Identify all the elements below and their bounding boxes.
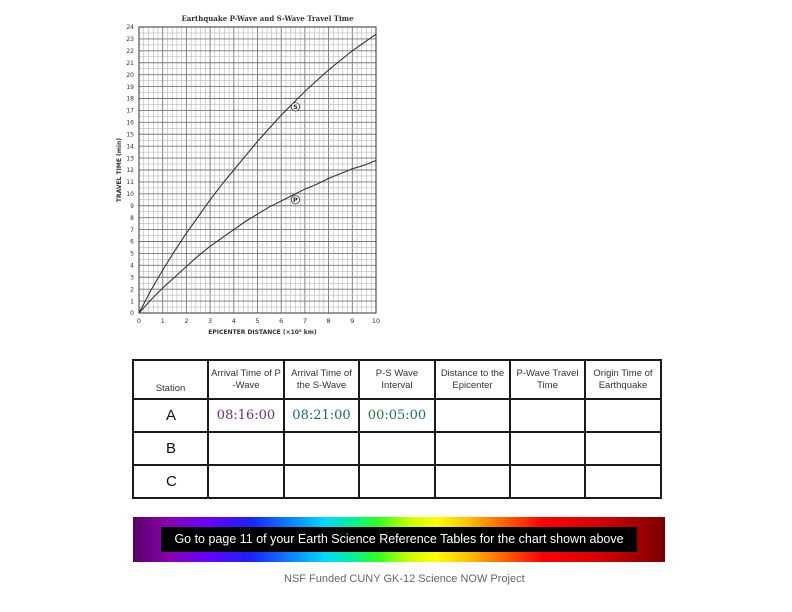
y-tick-label: 20 [126,71,134,79]
distance-cell[interactable] [435,465,510,498]
origin-cell[interactable] [585,465,661,498]
table-row [133,465,661,498]
curve-label-s: S [293,103,298,112]
p-arrival-cell[interactable] [208,465,284,498]
header-ps-interval: P-S Wave Interval [359,360,435,399]
earthquake-data-table [132,359,662,499]
header-origin: Origin Time of Earthquake [585,360,661,399]
y-tick-label: 2 [130,286,134,294]
x-tick-label: 1 [160,317,165,325]
distance-cell[interactable] [435,432,510,465]
station-label: B [133,432,208,465]
y-tick-label: 1 [130,298,134,306]
table-row [133,432,661,465]
p-travel-cell[interactable] [510,399,585,432]
y-tick-label: 13 [126,155,134,163]
s-arrival-cell[interactable] [284,432,359,465]
y-tick-label: 24 [126,24,134,32]
table-row [133,399,661,432]
y-tick-label: 16 [126,119,134,127]
s-arrival-cell[interactable]: 08:21:00 [284,399,359,432]
y-axis-label: TRAVEL TIME (min) [116,137,123,203]
y-tick-label: 5 [130,250,134,258]
travel-time-chart [112,10,397,340]
y-tick-label: 15 [126,131,134,139]
y-tick-label: 6 [130,238,134,246]
header-p-travel: P-Wave Travel Time [510,360,585,399]
x-tick-label: 10 [371,317,381,325]
p-arrival-cell[interactable] [208,432,284,465]
y-tick-label: 14 [126,143,134,151]
origin-cell[interactable] [585,399,661,432]
distance-cell[interactable] [435,399,510,432]
y-tick-label: 10 [126,191,134,199]
y-tick-label: 19 [126,83,134,91]
station-label: C [133,465,208,498]
y-tick-label: 0 [130,310,134,318]
y-tick-label: 11 [126,179,134,187]
ps-interval-cell[interactable] [359,465,435,498]
x-tick-label: 3 [208,317,213,325]
chart-svg [112,10,397,340]
header-s-arrival: Arrival Time of the S-Wave [284,360,359,399]
p-travel-cell[interactable] [510,432,585,465]
footer-credit: NSF Funded CUNY GK-12 Science NOW Project [284,573,525,585]
y-tick-label: 8 [130,214,134,222]
banner-text: Go to page 11 of your Earth Science Reference Tables for the chart shown above [161,527,637,552]
origin-cell[interactable] [585,432,661,465]
header-p-arrival: Arrival Time of P -Wave [208,360,284,399]
y-tick-label: 17 [126,107,134,115]
p-arrival-cell[interactable]: 08:16:00 [208,399,284,432]
y-tick-label: 22 [126,48,134,56]
header-station: Station [133,360,208,399]
y-tick-label: 12 [126,167,134,175]
table-header-row [133,360,661,399]
chart-title: Earthquake P-Wave and S-Wave Travel Time [181,14,354,23]
reference-banner [133,517,665,562]
x-tick-label: 0 [136,317,142,325]
s-arrival-cell[interactable] [284,465,359,498]
y-tick-label: 18 [126,95,134,103]
curve-label-p: P [293,196,298,205]
x-tick-label: 2 [184,317,189,325]
ps-interval-cell[interactable] [359,432,435,465]
header-distance: Distance to the Epicenter [435,360,510,399]
y-tick-label: 7 [130,226,134,234]
y-tick-label: 21 [126,59,134,67]
station-label: A [133,399,208,432]
y-tick-label: 23 [126,36,134,44]
x-axis-label: EPICENTER DISTANCE (×10³ km) [208,329,317,336]
x-tick-label: 7 [302,317,307,325]
x-tick-label: 5 [255,317,260,325]
y-tick-label: 3 [130,274,134,282]
p-travel-cell[interactable] [510,465,585,498]
x-tick-label: 8 [326,317,331,325]
x-tick-label: 9 [350,317,355,325]
x-tick-label: 6 [279,317,284,325]
ps-interval-cell[interactable]: 00:05:00 [359,399,435,432]
x-tick-label: 4 [231,317,236,325]
y-tick-label: 9 [130,202,134,210]
y-tick-label: 4 [130,262,134,270]
